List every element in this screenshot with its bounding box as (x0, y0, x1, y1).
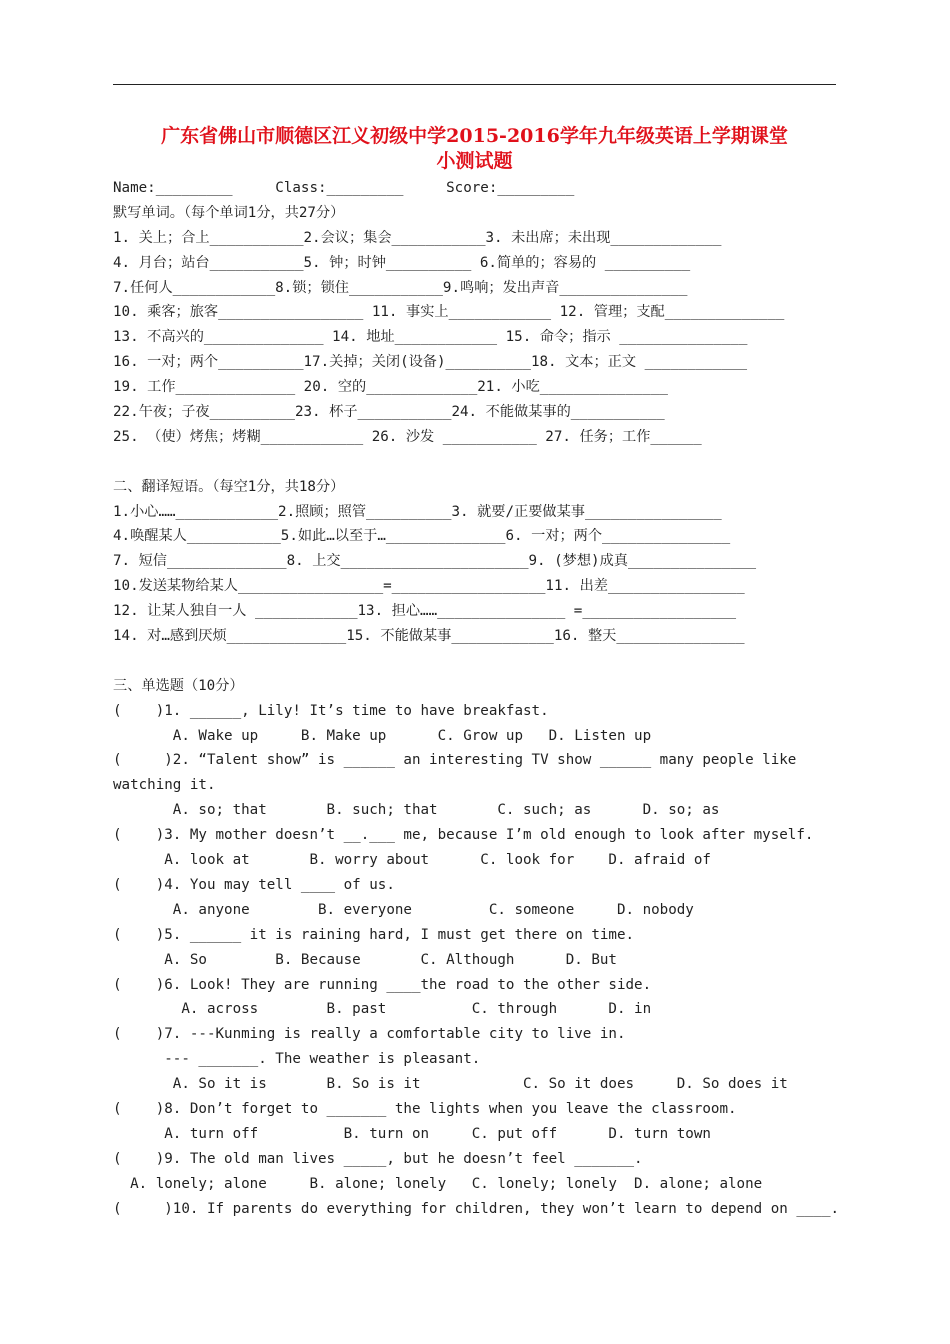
student-info-line: Name:_________ Class:_________ Score:_________ (113, 180, 575, 196)
section-1-heading: 默写单词。（每个单词1分，共27分） (113, 204, 345, 221)
section-2-heading: 二、翻译短语。（每空1分，共18分） (113, 478, 345, 495)
worksheet-body (113, 176, 843, 1221)
phrase-row: 4.唤醒某人___________5.如此…以至于…______________6. 一对；两个_______________ (113, 528, 731, 545)
question-options: A. anyone B. everyone C. someone D. nobody (113, 901, 694, 918)
question-options: A. So it is B. So is it C. So it does D. So does it (113, 1076, 788, 1093)
page-title (113, 124, 836, 174)
vocab-row: 19. 工作______________ 20. 空的_____________21. 小吃_______________ (113, 379, 668, 396)
title-line-1: 广东省佛山市顺德区江义初级中学2015-2016学年九年级英语上学期课堂 (161, 125, 788, 147)
question-stem: ( )3. My mother doesn’t __.___ me, because I’m old enough to look after myself. (113, 827, 814, 844)
phrase-row: 12. 让某人独自一人 ____________13. 担心……_______________ =__________________ (113, 603, 737, 620)
top-rule (113, 84, 836, 85)
vocab-row: 1. 关上；合上___________2.会议；集会___________3. 未出席；未出现_____________ (113, 229, 722, 246)
blank-line (113, 649, 843, 674)
question-stem: ( )7. ---Kunming is really a comfortable city to live in. (113, 1026, 626, 1043)
question-stem: ( )1. ______, Lily! It’s time to have breakfast. (113, 702, 549, 719)
vocab-row: 7.任何人____________8.锁；锁住___________9.鸣响；发出声音_______________ (113, 279, 688, 296)
question-stem-continued: watching it. (113, 777, 216, 794)
phrase-row: 7. 短信______________8. 上交______________________9. (梦想)成真_______________ (113, 553, 757, 570)
phrase-row: 10.发送某物给某人_________________=__________________11. 出差________________ (113, 578, 745, 595)
vocab-row: 25. （使）烤焦；烤糊____________ 26. 沙发 ___________ 27. 任务；工作______ (113, 428, 702, 445)
question-options: A. lonely; alone B. alone; lonely C. lonely; lonely D. alone; alone (113, 1175, 763, 1192)
title-line-2: 小测试题 (436, 150, 513, 172)
vocab-row: 22.午夜；子夜__________23. 杯子___________24. 不能做某事的___________ (113, 404, 665, 421)
question-stem: ( )9. The old man lives _____, but he doesn’t feel _______. (113, 1150, 643, 1167)
vocab-row: 16. 一对；两个__________17.关掉；关闭(设备)__________18. 文本；正文 ____________ (113, 354, 748, 371)
question-options: A. look at B. worry about C. look for D. afraid of (113, 852, 711, 869)
question-stem: ( )8. Don’t forget to _______ the lights when you leave the classroom. (113, 1100, 737, 1117)
section-3-heading: 三、单选题（10分） (113, 677, 244, 694)
question-options: A. turn off B. turn on C. put off D. turn town (113, 1125, 711, 1142)
phrase-row: 14. 对…感到厌烦______________15. 不能做某事____________16. 整天_______________ (113, 628, 745, 645)
vocab-row: 10. 乘客；旅客_________________ 11. 事实上____________ 12. 管理；支配______________ (113, 304, 785, 321)
vocab-row: 4. 月台；站台___________5. 钟；时钟__________ 6.简单的；容易的 __________ (113, 254, 691, 271)
question-stem: ( )10. If parents do everything for children, they won’t learn to depend on ____. (113, 1200, 840, 1217)
question-stem: ( )5. ______ it is raining hard, I must get there on time. (113, 926, 635, 943)
question-options: A. Wake up B. Make up C. Grow up D. Listen up (113, 727, 652, 744)
question-stem: ( )4. You may tell ____ of us. (113, 876, 395, 893)
blank-line (113, 450, 843, 475)
question-stem: ( )2. “Talent show” is ______ an interesting TV show ______ many people like (113, 752, 797, 769)
question-stem: ( )6. Look! They are running ____the road to the other side. (113, 976, 652, 993)
question-dialogue: --- _______. The weather is pleasant. (113, 1051, 481, 1068)
phrase-row: 1.小心……____________2.照顾；照管__________3. 就要/正要做某事________________ (113, 503, 722, 520)
question-options: A. across B. past C. through D. in (113, 1001, 652, 1018)
vocab-row: 13. 不高兴的______________ 14. 地址____________ 15. 命令；指示 _______________ (113, 329, 748, 346)
question-options: A. so; that B. such; that C. such; as D. so; as (113, 802, 720, 819)
question-options: A. So B. Because C. Although D. But (113, 951, 617, 968)
